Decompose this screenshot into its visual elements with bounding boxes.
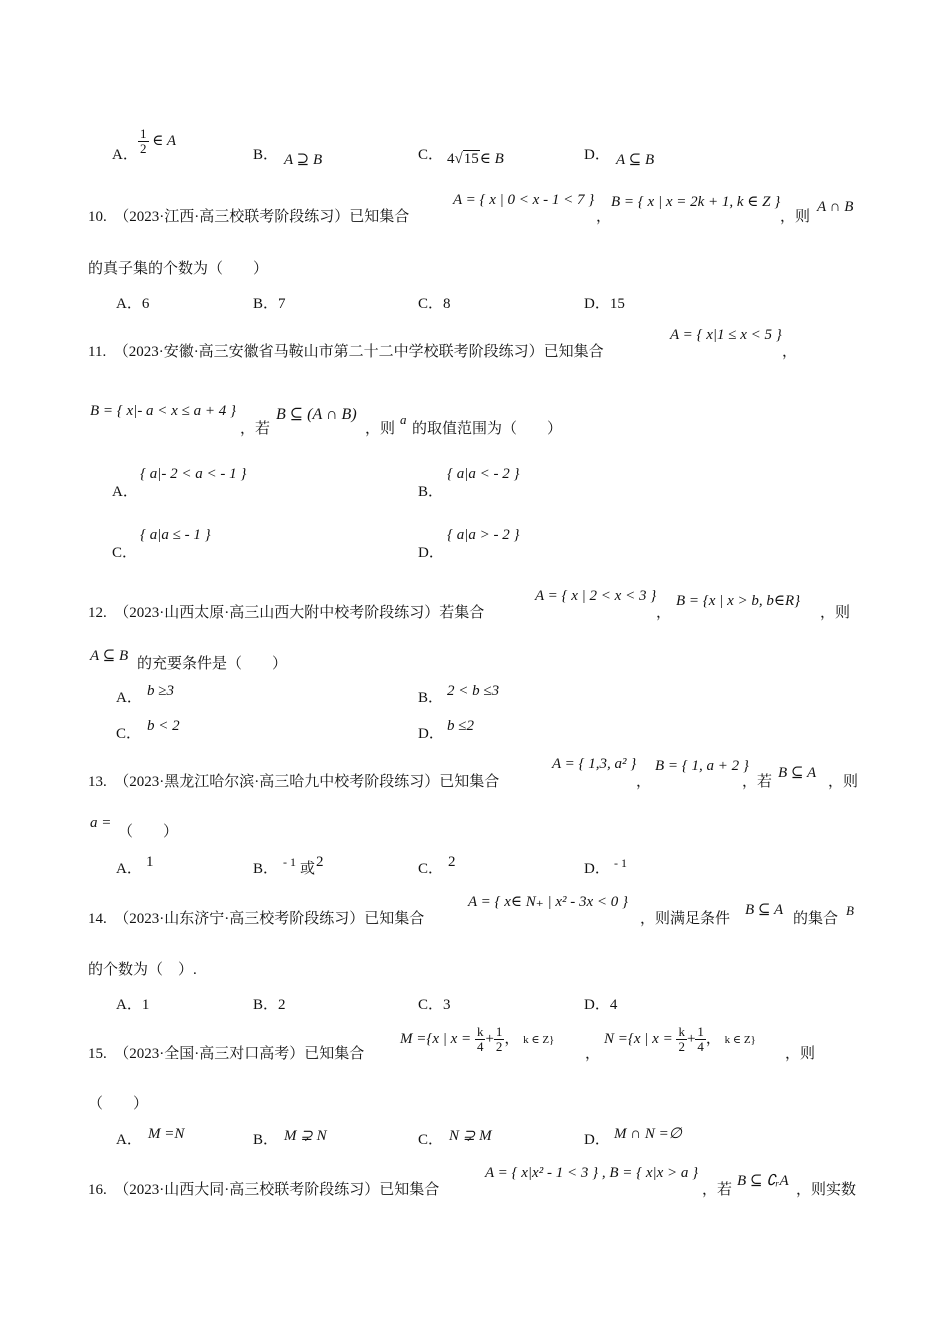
q15-n-k: k [678,1024,685,1039]
q13-set-b: B = { 1, a + 2 } [655,758,749,774]
q13-option-b-neg1: - 1 [283,855,296,869]
q15-option-b: M ⊋ N [284,1128,327,1144]
q9-c-post: ∈ B [479,151,504,167]
q11-option-c-label: C． [112,545,138,561]
q11-option-b-label: B． [418,484,444,500]
q10-intersection: A ∩ B [817,199,854,215]
q9-option-b-math: A ⊇ B [284,152,323,168]
q14-var-b: B [846,903,854,918]
q10-option-d: D．15 [584,296,625,312]
q16-condition: B ⊆ ∁ᵣA [737,1173,789,1189]
q15-m-four: 4 [476,1039,484,1054]
q12-option-b-label: B． [418,690,444,706]
q15-comma: ， [585,1046,601,1062]
q14-option-d: D．4 [584,997,618,1013]
q15-m-kz: k ∈ Z} [523,1033,555,1046]
q13-option-b-or: 或 [300,861,316,877]
q15-n-two: 2 [678,1039,685,1054]
q15-then: ，则 [785,1046,816,1062]
q12-option-a: b ≥3 [147,683,174,699]
q9-option-d-label: D． [584,147,610,163]
q9-option-d-math: A ⊆ B [616,152,655,168]
q11-option-c: { a|a ≤ - 1 } [140,527,211,543]
q15-option-c: N ⊋ M [449,1128,492,1144]
q13-set-a: A = { 1,3, a² } [552,756,637,772]
q12-then: ，则 [820,605,851,621]
q15-n-plus: + [686,1030,696,1047]
q15-m-two: 2 [495,1039,503,1054]
q12-set-a: A = { x | 2 < x < 3 } [535,588,657,604]
q11-tail: 的取值范围为（ ） [412,421,563,437]
q10-option-c: C．8 [418,296,451,312]
q14-option-b: B．2 [253,997,286,1013]
q10-set-a: A = { x | 0 < x - 1 < 7 } [453,192,595,208]
q13-option-c-label: C． [418,861,444,877]
q10-then: ，则 [780,209,811,225]
q12-comma: ， [656,605,672,621]
q9-option-c-label: C． [418,147,444,163]
q13-option-d: - 1 [614,856,627,870]
q11-if: ，若 [240,421,271,437]
q15-stem-line2: （ ） [88,1096,149,1112]
q15-option-d: M ∩ N =∅ [614,1126,682,1142]
q13-line2-math: a = [90,815,112,831]
q11-option-a-label: A． [112,484,138,500]
q11-set-a: A = { x|1 ≤ x < 5 } [670,327,782,343]
q9-a-rest: ∈ A [152,132,176,149]
q14-option-a: A．1 [116,997,150,1013]
q14-text3: 的集合 [793,911,839,927]
q11-condition: B ⊆ (A ∩ B) [276,406,357,423]
q15-n-kz: k ∈ Z} [724,1033,756,1046]
q11-stem: 11. （2023·安徽·高三安徽省马鞍山市第二十二中学校联考阶段练习）已知集合 [88,344,604,360]
q15-stem: 15. （2023·全国·高三对口高考）已知集合 [88,1046,365,1062]
q16-tail: ，则实数 [796,1182,857,1198]
q15-option-c-label: C． [418,1132,444,1148]
q14-condition: B ⊆ A [745,902,784,918]
q11-option-a: { a|- 2 < a < - 1 } [140,466,247,482]
q15-set-m: M ={x | x = $\frac{k}{4}$ + $\frac{1}{2}$ ， k ∈ Z} [400,1024,555,1054]
q15-option-b-label: B． [253,1132,279,1148]
q15-m-prefix: M ={x | x = [400,1030,472,1047]
q9-option-a-label: A． [112,147,138,163]
q10-option-a: A．6 [116,296,150,312]
q13-if: ，若 [742,774,773,790]
q13-condition: B ⊆ A [778,765,817,781]
q15-n-prefix: N ={x | x = [604,1030,673,1047]
q13-option-b-two: 2 [316,854,324,870]
q15-option-d-label: D． [584,1132,610,1148]
q12-condition: A ⊆ B [90,648,129,664]
q9-option-b-label: B． [253,147,279,163]
q11-set-b: B = { x|- a < x ≤ a + 4 } [90,403,236,419]
q11-option-b: { a|a < - 2 } [447,466,520,482]
q14-option-c: C．3 [418,997,451,1013]
q15-option-a: M =N [148,1126,185,1142]
q14-stem-line2: 的个数为（ ）. [88,962,197,978]
q12-option-a-label: A． [116,690,142,706]
q16-if: ，若 [702,1182,733,1198]
q9-option-a-math [138,127,176,156]
q15-set-n: N ={x | x = $\frac{k}{2}$ + $\frac{1}{4}$ ， k ∈ Z} [604,1024,756,1054]
q13-option-b-label: B． [253,861,279,877]
q15-m-one: 1 [495,1024,503,1039]
q11-var-a: a [400,412,407,427]
q9-option-c-math: 4√15∈ B [447,151,504,167]
q15-n-one: 1 [697,1024,704,1039]
q11-option-d-label: D． [418,545,444,561]
q12-stem: 12. （2023·山西太原·高三山西大附中校考阶段练习）若集合 [88,605,485,621]
q13-comma: ， [636,774,652,790]
q12-set-b: B = {x | x > b, b∈R} [676,593,801,609]
q10-stem: 10. （2023·江西·高三校联考阶段练习）已知集合 [88,209,410,225]
q9-c-radicand: 15 [463,151,479,167]
q13-option-c: 2 [448,854,456,870]
q11-option-d: { a|a > - 2 } [447,527,520,543]
q9-c-pre: 4 [447,151,455,167]
q9-a-denominator: 2 [140,141,147,156]
q13-line2-paren: （ ） [118,824,179,840]
q12-option-c: b < 2 [147,718,180,734]
q13-then: ，则 [828,774,859,790]
q9-a-numerator: 1 [140,126,147,141]
q10-option-b: B．7 [253,296,286,312]
q14-stem: 14. （2023·山东济宁·高三校考阶段练习）已知集合 [88,911,425,927]
q11-then: ，则 [365,421,396,437]
q10-stem-line2: 的真子集的个数为（ ） [88,261,269,277]
q15-option-a-label: A． [116,1132,142,1148]
q12-option-b: 2 < b ≤3 [447,683,500,699]
q12-option-d-label: D． [418,726,444,742]
q10-set-b: B = { x | x = 2k + 1, k ∈ Z } [611,194,781,210]
q11-comma: ， [782,344,798,360]
q13-option-a-label: A． [116,861,142,877]
q14-text2: ，则满足条件 [640,911,731,927]
q12-option-c-label: C． [116,726,142,742]
q10-comma: ， [596,209,612,225]
q16-sets: A = { x|x² - 1 < 3 } , B = { x|x > a } [485,1165,699,1181]
q15-n-four: 4 [697,1039,704,1054]
q15-m-plus: + [485,1030,494,1047]
q13-option-d-label: D． [584,861,610,877]
q16-stem: 16. （2023·山西大同·高三校联考阶段练习）已知集合 [88,1182,440,1198]
q13-stem: 13. （2023·黑龙江哈尔滨·高三哈九中校考阶段练习）已知集合 [88,774,500,790]
q13-option-a: 1 [146,854,154,870]
q15-m-k: k [476,1024,484,1039]
q12-stem-line2: 的充要条件是（ ） [137,656,288,672]
q14-set-a: A = { x∈ N₊ | x² - 3x < 0 } [468,894,628,910]
q12-option-d: b ≤2 [447,718,474,734]
